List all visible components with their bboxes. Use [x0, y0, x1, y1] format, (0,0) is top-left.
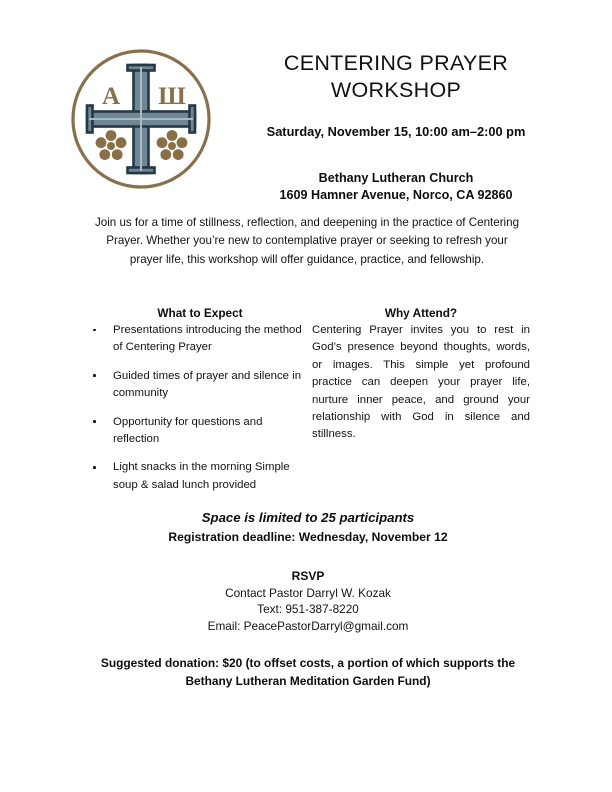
bullet-dot-icon: [93, 420, 96, 423]
flyer-header: [0, 0, 612, 210]
title-block: [216, 50, 576, 140]
list-item-label: Guided times of prayer and silence in community: [113, 369, 302, 400]
event-date: Saturday, November 15, 10:00 am–2:00 pm: [266, 124, 526, 139]
list-item: [86, 414, 302, 449]
rosette-right-icon: [157, 130, 188, 160]
intro-paragraph: Join us for a time of stillness, reflection, and deepening in the practice of Centering Prayer. Whether you’re new to contemplative prayer or seeking to refresh your prayer life, this workshop will offer guidance, practice, and fellowship.: [94, 216, 520, 266]
cross-emblem-icon: [68, 46, 214, 192]
rsvp-heading: RSVP: [291, 569, 325, 583]
why-attend-column: [312, 305, 530, 444]
list-item: [86, 368, 302, 403]
rosette-left-icon: [96, 130, 127, 160]
donation-line-2: Bethany Lutheran Meditation Garden Fund): [185, 673, 431, 688]
registration-deadline: Registration deadline: Wednesday, November 12: [168, 530, 448, 544]
rsvp-email: Email: PeacePastorDarryl@gmail.com: [207, 619, 409, 634]
what-to-expect-list: [86, 322, 302, 494]
rsvp-contact: Contact Pastor Darryl W. Kozak: [225, 585, 391, 600]
donation-block: [96, 655, 520, 690]
space-limited-notice: Space is limited to 25 participants: [201, 510, 415, 525]
list-item: [86, 322, 302, 357]
church-logo: [68, 46, 214, 192]
why-attend-body: Centering Prayer invites you to rest in God’s presence beyond thoughts, words, or images. This simple yet profound practice can deepen your prayer life, nurture inner peace, and ground your relationship with God in silence and stillness.: [312, 324, 530, 441]
rsvp-block: [86, 568, 530, 635]
bullet-dot-icon: [93, 329, 96, 332]
rsvp-phone: Text: 951-387-8220: [257, 602, 359, 617]
venue-block: [216, 170, 576, 203]
list-item-label: Opportunity for questions and reflection: [113, 415, 263, 446]
what-to-expect-heading: What to Expect: [157, 306, 243, 320]
why-attend-heading: Why Attend?: [384, 306, 458, 320]
capacity-block: [86, 509, 530, 546]
two-column-section: [86, 305, 530, 500]
list-item-label: Light snacks in the morning Simple soup & salad lunch provided: [113, 461, 290, 491]
page-title-line-1: CENTERING PRAYER: [283, 51, 509, 75]
page-title-line-2: WORKSHOP: [330, 78, 462, 102]
venue-address: 1609 Hamner Avenue, Norco, CA 92860: [279, 187, 513, 202]
omega-letter-icon: Ш: [158, 83, 186, 110]
bullet-dot-icon: [93, 374, 96, 377]
list-item: [86, 459, 302, 494]
donation-line-1: Suggested donation: $20 (to offset costs, a portion of which supports the: [100, 656, 516, 670]
alpha-letter-icon: A: [101, 83, 121, 110]
what-to-expect-column: [86, 305, 302, 494]
bullet-dot-icon: [93, 466, 96, 469]
venue-name: Bethany Lutheran Church: [318, 171, 474, 185]
list-item-label: Presentations introducing the method of Centering Prayer: [113, 324, 302, 354]
